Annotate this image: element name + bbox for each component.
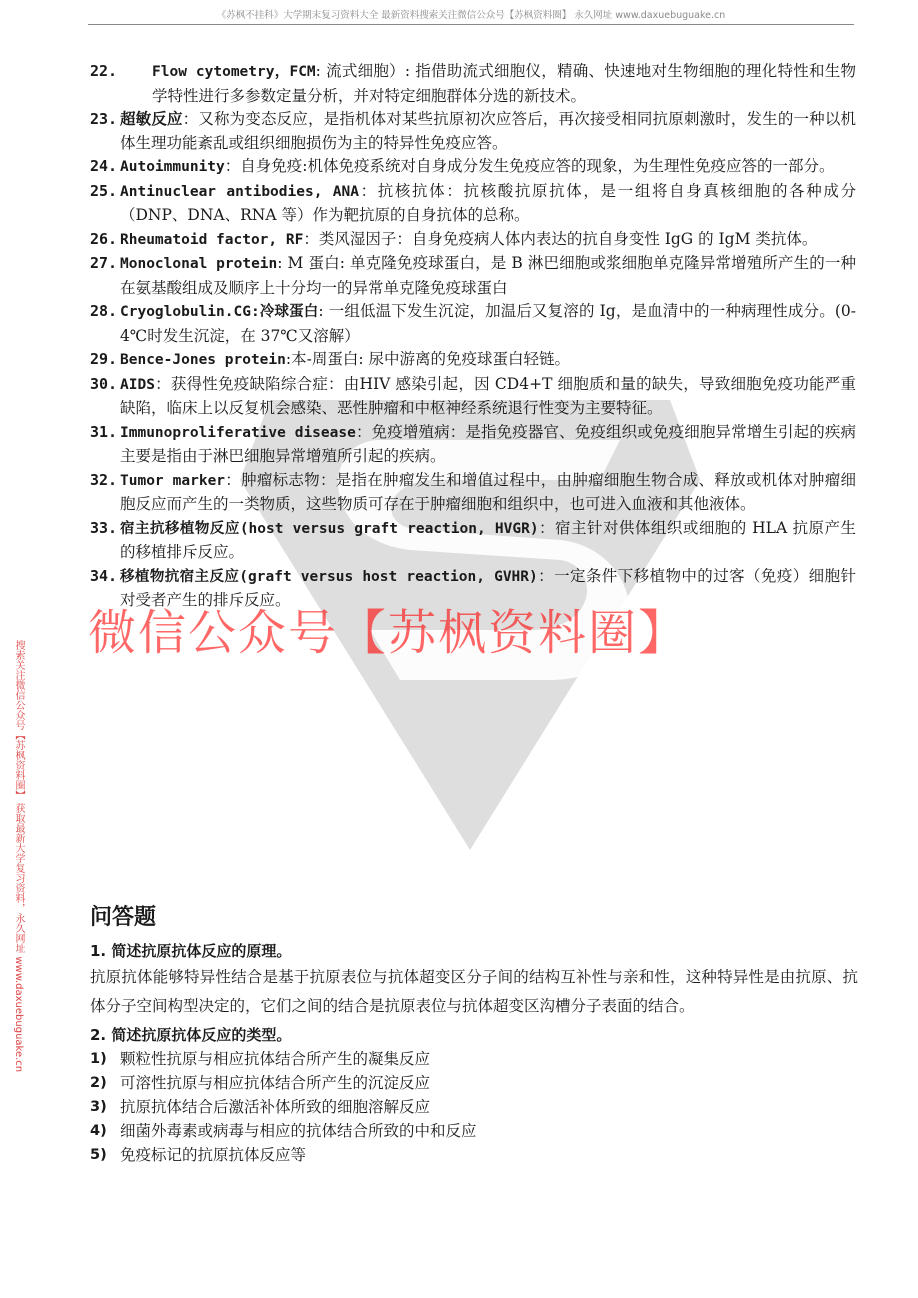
item-definition: ：宿主针对供体组织或细胞的 HLA 抗原产生的移植排斥反应。 <box>120 518 857 561</box>
item-term: Immunoproliferative disease <box>120 424 356 441</box>
item-text <box>120 108 856 155</box>
answer-list-item <box>90 1119 858 1143</box>
item-number: 29. <box>90 350 118 368</box>
item-number: 23. <box>90 110 118 128</box>
item-term: 超敏反应 <box>120 110 183 128</box>
item-definition: ：一定条件下移植物中的过客（免疫）细胞针对受者产生的排斥反应。 <box>120 566 856 609</box>
item-number: 25. <box>90 181 118 200</box>
list-number: 1) <box>90 1051 107 1067</box>
item-term: Autoimmunity <box>120 159 225 175</box>
item-term: Monoclonal protein <box>120 256 278 272</box>
glossary-item <box>90 373 856 421</box>
glossary-item <box>90 300 856 348</box>
section-heading: 问答题 <box>90 905 157 930</box>
item-term: Tumor marker <box>120 472 226 489</box>
page-header: 《苏枫不挂科》大学期末复习资料大全 最新资料搜索关注微信公众号【苏枫资料圈】 永久网址 www.daxuebuguake.cn <box>88 8 854 25</box>
qa-section <box>90 900 858 1167</box>
item-number: 22. <box>90 62 118 80</box>
item-text <box>152 60 856 108</box>
item-term: Flow cytometry，FCM <box>152 64 316 80</box>
item-text <box>120 252 856 300</box>
item-term: AIDS <box>120 376 155 393</box>
item-definition: ：肿瘤标志物：是指在肿瘤发生和增值过程中，由肿瘤细胞生物合成、释放或机体对肿瘤细胞反应而产生的一类物质，这些物质可存在于肿瘤细胞和组织中，也可进入血液和其他液体。 <box>120 470 856 513</box>
item-term: 宿主抗移植物反应(host versus graft reaction, HVGR) <box>120 520 539 537</box>
item-definition: ：获得性免疫缺陷综合症：由HIV 感染引起，因 CD4+T 细胞质和量的缺失，导致细胞免疫功能严重缺陷，临床上以反复机会感染、恶性肿瘤和中枢神经系统退行性变为主要特征。 <box>120 374 856 417</box>
item-definition: ：自身免疫:机体免疫系统对自身成分发生免疫应答的现象，为生理性免疫应答的一部分。 <box>224 157 835 175</box>
item-text <box>120 421 856 469</box>
item-term: 移植物抗宿主反应(graft versus host reaction, GVHR) <box>120 568 538 585</box>
item-number: 27. <box>90 254 118 272</box>
item-definition: ：类风湿因子：自身免疫病人体内表达的抗自身变性 IgG 的 IgM 类抗体。 <box>303 229 818 248</box>
item-number: 28. <box>90 302 118 320</box>
item-term: Cryoglobulin.CG:冷球蛋白 <box>120 304 319 320</box>
answer-list-item <box>90 1047 858 1071</box>
list-text: 免疫标记的抗原抗体反应等 <box>120 1146 307 1164</box>
item-text <box>120 300 856 348</box>
center-watermark: 微信公众号【苏枫资料圈】 <box>88 605 689 661</box>
list-number: 4) <box>90 1123 107 1139</box>
item-text <box>120 373 856 421</box>
item-text <box>120 228 856 253</box>
item-text <box>120 517 856 565</box>
list-text: 细菌外毒素或病毒与相应的抗体结合所致的中和反应 <box>120 1122 477 1140</box>
question-1: 1. 简述抗原抗体反应的原理。 <box>90 942 292 960</box>
item-number: 30. <box>90 374 118 393</box>
item-number: 33. <box>90 518 118 537</box>
glossary-item <box>90 469 856 517</box>
glossary-item <box>90 155 856 180</box>
item-text <box>120 565 856 613</box>
item-number: 31. <box>90 422 118 441</box>
answer-1: 抗原抗体能够特异性结合是基于抗原表位与抗体超变区分子间的结构互补性与亲和性，这种特异性是由抗原、抗体分子空间构型决定的，它们之间的结合是抗原表位与抗体超变区沟槽分子表面的结合。 <box>90 968 858 1015</box>
glossary-item <box>90 108 856 155</box>
item-term: Rheumatoid factor, RF <box>120 231 304 248</box>
answer-list-item <box>90 1143 858 1167</box>
glossary-item <box>90 565 856 613</box>
item-number: 34. <box>90 566 118 585</box>
side-watermark: 搜索关注微信公众号【苏枫资料圈】 获取最新大学复习资料，永久网址 www.daxuebuguake.cn <box>13 640 24 1073</box>
item-definition: : 一组低温下发生沉淀，加温后又复溶的 Ig，是血清中的一种病理性成分。(0-4℃时发生沉淀，在 37℃又溶解） <box>120 302 856 345</box>
glossary-item <box>90 60 856 108</box>
list-number: 2) <box>90 1075 107 1091</box>
answer-list-item <box>90 1071 858 1095</box>
answer-list-item <box>90 1095 858 1119</box>
item-definition: : 流式细胞）: 指借助流式细胞仪，精确、快速地对生物细胞的理化特性和生物学特性进行多参数定量分析，并对特定细胞群体分选的新技术。 <box>152 62 857 105</box>
glossary-item <box>90 348 856 373</box>
item-text <box>120 180 856 228</box>
list-text: 抗原抗体结合后激活补体所致的细胞溶解反应 <box>120 1098 431 1116</box>
list-number: 3) <box>90 1099 107 1115</box>
glossary-item <box>90 252 856 300</box>
item-text <box>120 155 856 180</box>
list-number: 5) <box>90 1147 107 1163</box>
glossary-item <box>90 180 856 228</box>
item-definition: ：免疫增殖病：是指免疫器官、免疫组织或免疫细胞异常增生引起的疾病主要是指由于淋巴细胞异常增殖所引起的疾病。 <box>120 422 856 465</box>
item-number: 26. <box>90 229 118 248</box>
item-number: 32. <box>90 470 118 489</box>
item-number: 24. <box>90 157 118 175</box>
question-2: 2. 简述抗原抗体反应的类型。 <box>90 1026 292 1044</box>
list-text: 可溶性抗原与相应抗体结合所产生的沉淀反应 <box>120 1074 431 1092</box>
glossary-item <box>90 228 856 253</box>
item-definition: :本-周蛋白: 尿中游离的免疫球蛋白轻链。 <box>285 350 570 368</box>
item-term: Bence-Jones protein <box>120 352 286 368</box>
item-definition: : M 蛋白: 单克隆免疫球蛋白，是 B 淋巴细胞或浆细胞单克隆异常增殖所产生的一种在氨基酸组成及顺序上十分均一的异常单克隆免疫球蛋白 <box>120 254 857 297</box>
item-text <box>120 348 856 373</box>
glossary-item <box>90 421 856 469</box>
item-text <box>120 469 856 517</box>
item-definition: ：又称为变态反应，是指机体对某些抗原初次应答后，再次接受相同抗原刺激时，发生的一种以机体生理功能紊乱或组织细胞损伤为主的特异性免疫应答。 <box>120 110 856 152</box>
glossary-item <box>90 517 856 565</box>
list-text: 颗粒性抗原与相应抗体结合所产生的凝集反应 <box>120 1050 431 1068</box>
item-definition: ：抗核抗体：抗核酸抗原抗体，是一组将自身真核细胞的各种成分（DNP、DNA、RNA 等）作为靶抗原的自身抗体的总称。 <box>120 181 856 224</box>
item-term: Antinuclear antibodies, ANA <box>120 183 359 200</box>
glossary-list <box>90 60 856 613</box>
